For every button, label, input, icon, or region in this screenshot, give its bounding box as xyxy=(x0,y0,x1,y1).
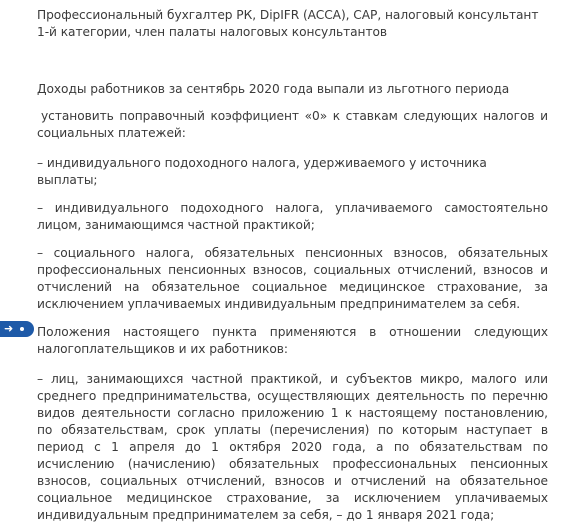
paragraph: – индивидуального подоходного налога, уплачиваемого самостоятельно лицом, занимающимся частной практикой; xyxy=(37,201,548,232)
paragraph: установить поправочный коэффициент «0» к ставкам следующих налогов и социальных платежей: xyxy=(37,109,548,140)
author-info: Профессиональный бухгалтер РК, DipIFR (ACCA), CAP, налоговый консультант 1-й категории, член палаты налоговых консультантов xyxy=(37,8,539,39)
section-heading: Доходы работников за сентябрь 2020 года выпали из льготного периода xyxy=(37,82,510,96)
paragraph: – индивидуального подоходного налога, удерживаемого у источника выплаты; xyxy=(37,156,487,187)
paragraph: – лиц, занимающихся частной практикой, и субъектов микро, малого или среднего предпринимательства, осуществляющих деятельность по перечню видов деятельности согласно приложению 1 к настоящему постановлению, по обязательствам, срок уплаты (перечисления) по которым наступает в период с 1 апреля до 1 октября 2020 года, а по обязательствам по исчислению (начислению) обязательных профессиональных пенсионных взносов, социальных отчислений, взносов и отчислений на обязательное социальное медицинское страхование, за исключением уплачиваемых индивидуальным предпринимателем за себя, – до 1 января 2021 года; xyxy=(37,372,548,522)
paragraph: Положения настоящего пункта применяются в отношении следующих налогоплательщиков и их работников: xyxy=(37,325,548,356)
dot-icon xyxy=(20,327,24,331)
paragraph-marker-button[interactable] xyxy=(0,321,34,337)
document-body xyxy=(37,7,548,524)
arrow-right-icon: ➜ xyxy=(4,322,14,335)
paragraph: – социального налога, обязательных пенсионных взносов, обязательных профессиональных пенсионных взносов, социальных отчислений, взносов и отчислений на обязательное социальное медицинское страхование, за исключением уплачиваемых индивидуальным предпринимателем за себя. xyxy=(37,246,548,311)
